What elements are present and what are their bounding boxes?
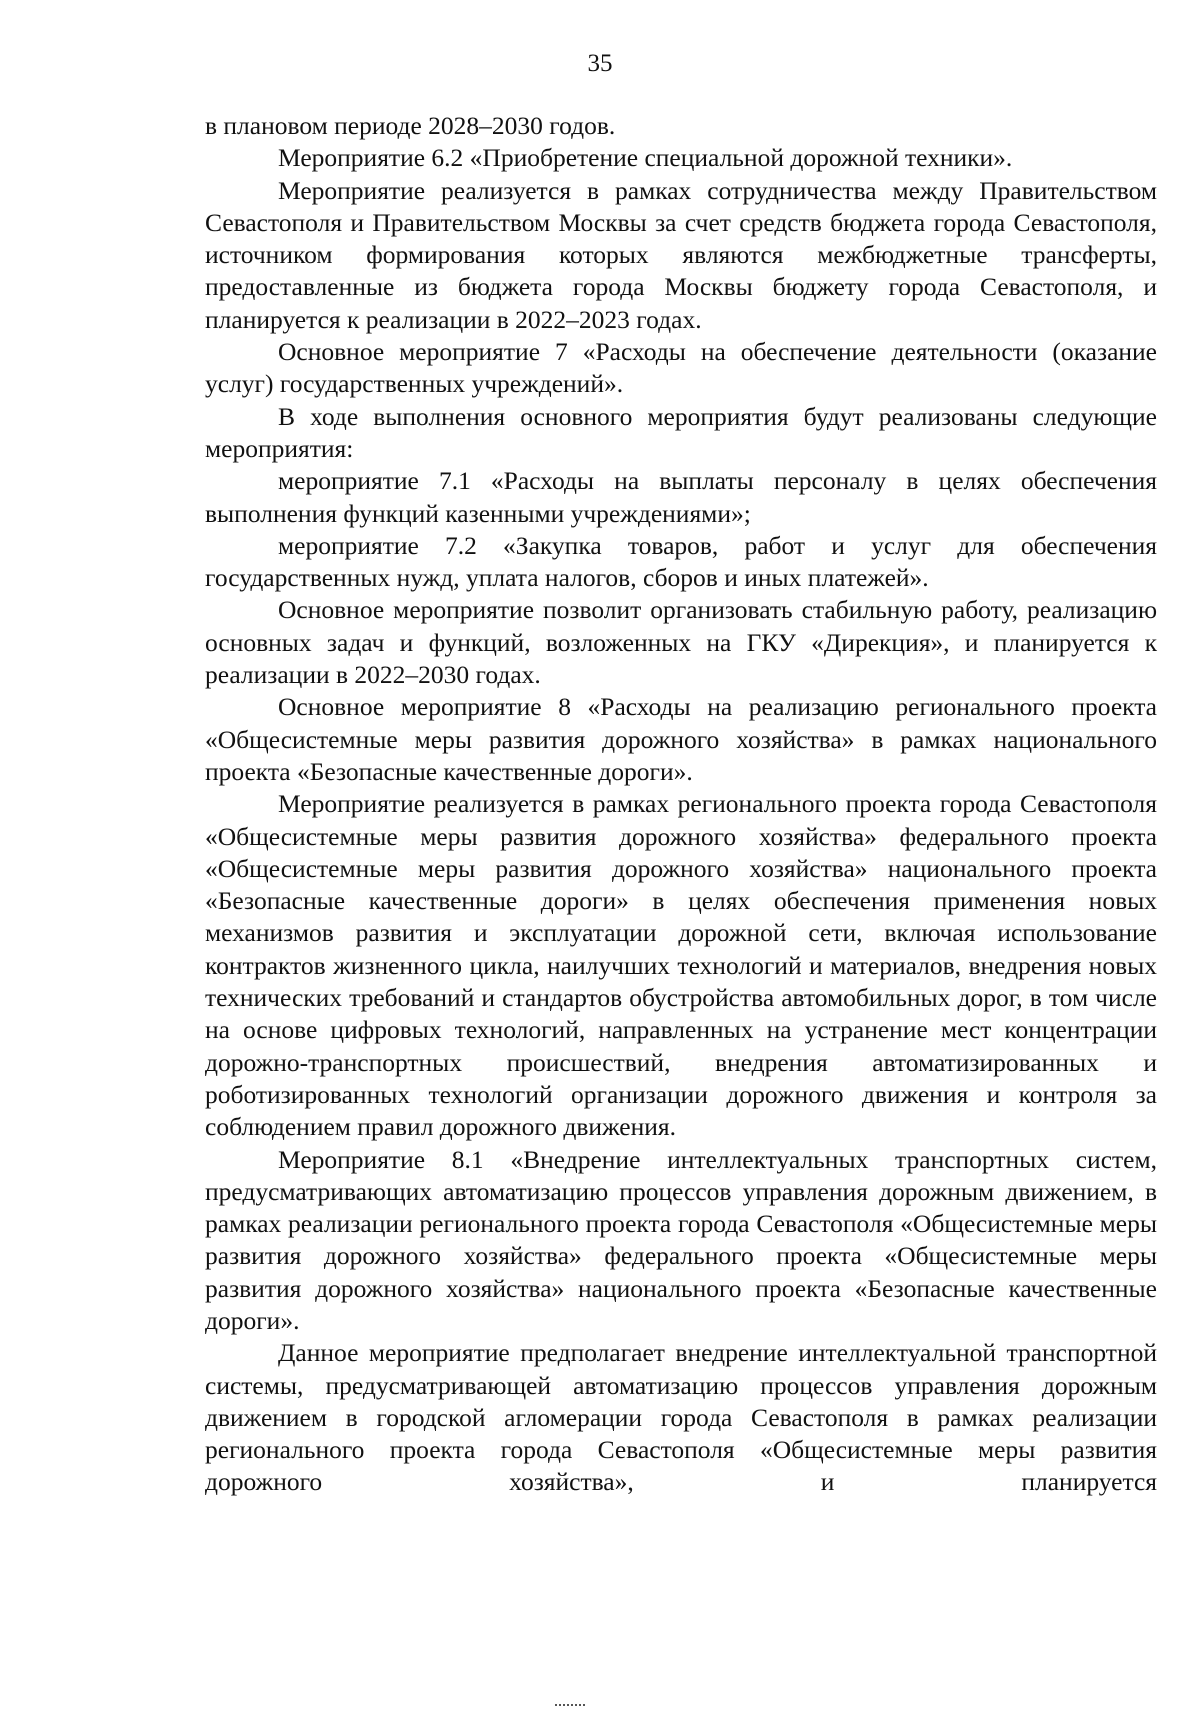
- paragraph: Мероприятие 6.2 «Приобретение специальной дорожной техники».: [278, 143, 1013, 173]
- paragraph: Основное мероприятие 8 «Расходы на реализацию регионального проекта «Общесистемные меры развития дорожного хозяйства» в рамках национального проекта «Безопасные качественные дороги».: [205, 692, 1157, 786]
- paragraph: Мероприятие 8.1 «Внедрение интеллектуальных транспортных систем, предусматривающих автоматизацию процессов управления дорожным движением, в рамках реализации регионального проекта города Севастополя «Общесистемные меры развития дорожного хозяйства» федерального проекта «Общесистемные меры развития дорожного хозяйства» национального проекта «Безопасные качественные дороги».: [205, 1144, 1157, 1335]
- paragraph: Основное мероприятие позволит организовать стабильную работу, реализацию основных задач и функций, возложенных на ГКУ «Дирекция», и планируется к реализации в 2022–2030 годах.: [205, 595, 1157, 690]
- paragraph-last: Данное мероприятие предполагает внедрение интеллектуальной транспортной системы, предусматривающей автоматизацию процессов управления дорожным движением в городской агломерации города Севастополя в рамках реализации регионального проекта города Севастополя «Общесистемные меры развития дорожного хозяйства», и планируется: [205, 1338, 1157, 1497]
- paragraph: в плановом периоде 2028–2030 годов.: [205, 111, 616, 140]
- page-number: 35: [587, 50, 613, 77]
- paragraph: Основное мероприятие 7 «Расходы на обеспечение деятельности (оказание услуг) государственных учреждений».: [205, 337, 1157, 399]
- paragraph: Мероприятие реализуется в рамках регионального проекта города Севастополя «Общесистемные меры развития дорожного хозяйства» федерального проекта «Общесистемные меры развития дорожного хозяйства» национального проекта «Безопасные качественные дороги» в целях обеспечения применения новых механизмов развития и эксплуатации дорожной сети, включая использование контрактов жизненного цикла, наилучших технологий и материалов, внедрения новых технических требований и стандартов обустройства автомобильных дорог, в том числе на основе цифровых технологий, направленных на устранение мест концентрации дорожно-транспортных происшествий, внедрения автоматизированных и роботизированных технологий организации дорожного движения и контроля за соблюдением правил дорожного движения.: [205, 789, 1157, 1142]
- paragraph: мероприятие 7.2 «Закупка товаров, работ и услуг для обеспечения государственных нужд, уплата налогов, сборов и иных платежей».: [205, 530, 1157, 593]
- document-body: [205, 110, 1157, 1499]
- stamp-mark: [555, 1704, 585, 1710]
- paragraph: мероприятие 7.1 «Расходы на выплаты персоналу в целях обеспечения выполнения функций казенными учреждениями»;: [205, 466, 1157, 528]
- paragraph: Мероприятие реализуется в рамках сотрудничества между Правительством Севастополя и Правительством Москвы за счет средств бюджета города Севастополя, источником формирования которых являются межбюджетные трансферты, предоставленные из бюджета города Москвы бюджету города Севастополя, и планируется к реализации в 2022–2023 годах.: [205, 175, 1157, 334]
- paragraph: В ходе выполнения основного мероприятия будут реализованы следующие мероприятия:: [205, 401, 1157, 463]
